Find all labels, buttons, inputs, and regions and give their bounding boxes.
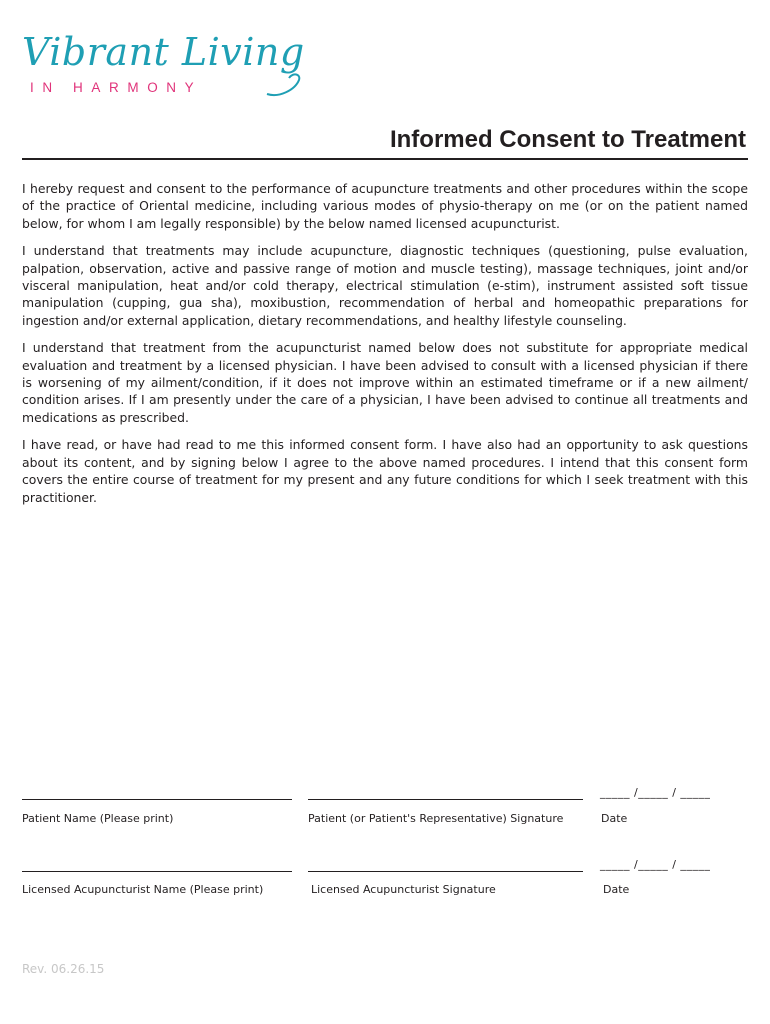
logo bbox=[22, 30, 312, 110]
acupuncturist-signature-field[interactable] bbox=[308, 871, 583, 872]
patient-signature-field[interactable] bbox=[308, 799, 583, 800]
acupuncturist-date-label: Date bbox=[603, 883, 630, 896]
patient-signature-label: Patient (or Patient's Representative) Signature bbox=[308, 812, 564, 825]
page-title: Informed Consent to Treatment bbox=[389, 126, 746, 153]
patient-date-field[interactable]: _____ /_____ / _____ bbox=[600, 786, 711, 799]
revision-label: Rev. 06.26.15 bbox=[22, 962, 105, 976]
consent-body bbox=[22, 180, 748, 516]
acupuncturist-signature-label: Licensed Acupuncturist Signature bbox=[311, 883, 496, 896]
logo-script-text: Vibrant Living bbox=[22, 30, 305, 74]
acupuncturist-name-label: Licensed Acupuncturist Name (Please print) bbox=[22, 883, 264, 896]
consent-paragraph: I understand that treatment from the acupuncturist named below does not substitute for appropriate medical evaluation and treatment by a licensed physician. I have been advised to consult with a licensed physician if there is worsening of my ailment/condition, if it does not improve within an estimated timeframe or if a new ailment/ condition arises. If I am presently under the care of a physician, I have been advised to continue all treatments and medications as prescribed. bbox=[22, 340, 748, 425]
patient-name-field[interactable] bbox=[22, 799, 292, 800]
consent-paragraph: I understand that treatments may include acupuncture, diagnostic techniques (questioning, pulse evaluation, palpation, observation, active and passive range of motion and muscle testing), massage techniques, joint and/or visceral manipulation, heat and/or cold therapy, electrical stimulation (e-stim), instrument assisted soft tissue manipulation (cupping, gua sha), moxibustion, recommendation of herbal and homeopathic preparations for ingestion and/or external application, dietary recommendations, and healthy lifestyle counseling. bbox=[22, 243, 748, 328]
title-divider bbox=[22, 158, 748, 160]
patient-date-label: Date bbox=[601, 812, 628, 825]
consent-paragraph: I hereby request and consent to the performance of acupuncture treatments and other procedures within the scope of the practice of Oriental medicine, including various modes of physio-therapy on me (or on the patient named below, for whom I am legally responsible) by the below named licensed acupuncturist. bbox=[22, 181, 748, 231]
patient-name-label: Patient Name (Please print) bbox=[22, 812, 174, 825]
acupuncturist-date-field[interactable]: _____ /_____ / _____ bbox=[600, 858, 711, 871]
logo-swirl-icon bbox=[265, 72, 305, 98]
consent-paragraph: I have read, or have had read to me this informed consent form. I have also had an opportunity to ask questions about its content, and by signing below I agree to the above named procedures. I intend that this consent form covers the entire course of treatment for my present and any future conditions for which I seek treatment with this practitioner. bbox=[22, 437, 748, 505]
acupuncturist-name-field[interactable] bbox=[22, 871, 292, 872]
logo-tagline: IN HARMONY bbox=[30, 80, 203, 95]
